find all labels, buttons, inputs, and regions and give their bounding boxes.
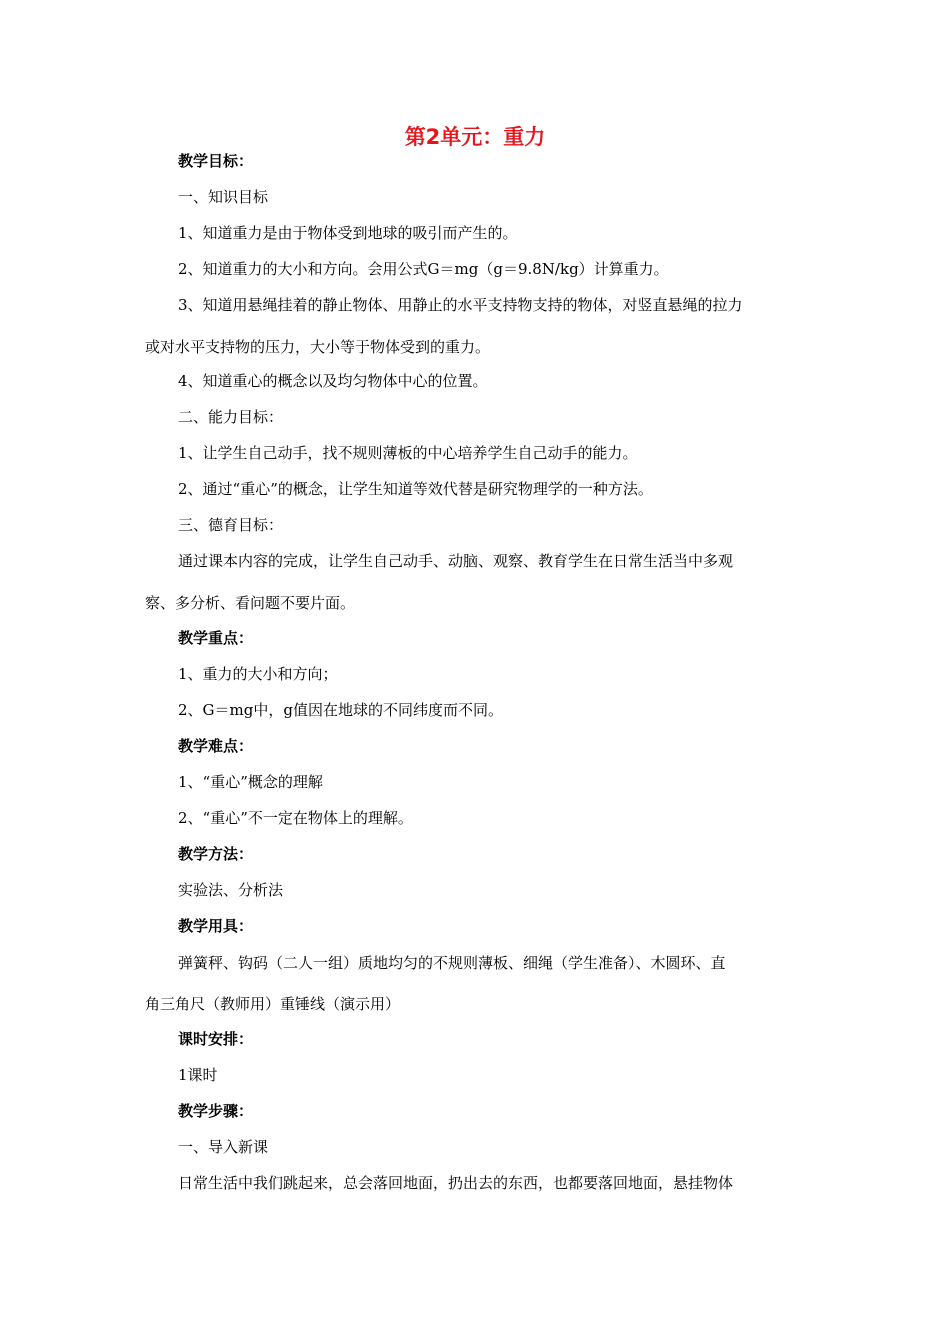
teaching-tools-text: 弹簧秤、钩码（二人一组）质地均匀的不规则薄板、细绳（学生准备）、木圆环、直	[178, 954, 726, 972]
heading-teaching-objectives: 教学目标：	[178, 152, 254, 170]
teaching-tools-text-cont: 角三角尺（教师用）重锤线（演示用）	[145, 995, 401, 1013]
knowledge-item-3: 3、知道用悬绳挂着的静止物体、用静止的水平支持物支持的物体，对竖直悬绳的拉力	[178, 296, 743, 314]
teaching-methods-text: 实验法、分析法	[178, 881, 284, 899]
difficult-point-2: 2、“重心”不一定在物体上的理解。	[178, 809, 413, 827]
moral-paragraph-cont: 察、多分析、看问题不要片面。	[145, 594, 356, 612]
heading-teaching-methods: 教学方法：	[178, 845, 254, 863]
heading-key-points: 教学重点：	[178, 629, 254, 647]
knowledge-item-1: 1、知道重力是由于物体受到地球的吸引而产生的。	[178, 224, 518, 242]
ability-item-2: 2、通过“重心”的概念，让学生知道等效代替是研究物理学的一种方法。	[178, 480, 653, 498]
knowledge-item-3-cont: 或对水平支持物的压力，大小等于物体受到的重力。	[145, 338, 491, 356]
section-moral-objectives: 三、德育目标：	[178, 516, 284, 534]
ability-item-1: 1、让学生自己动手，找不规则薄板的中心培养学生自己动手的能力。	[178, 444, 638, 462]
section-knowledge-objectives: 一、知识目标	[178, 188, 269, 206]
heading-teaching-tools: 教学用具：	[178, 917, 254, 935]
heading-teaching-steps: 教学步骤：	[178, 1102, 254, 1120]
heading-difficult-points: 教学难点：	[178, 737, 254, 755]
moral-paragraph: 通过课本内容的完成，让学生自己动手、动脑、观察、教育学生在日常生活当中多观	[178, 552, 734, 570]
schedule-text: 1课时	[178, 1066, 218, 1084]
key-point-2: 2、G＝mg中，g值因在地球的不同纬度而不同。	[178, 701, 503, 719]
knowledge-item-2: 2、知道重力的大小和方向。会用公式G＝mg（g＝9.8N/kg）计算重力。	[178, 260, 669, 278]
section-ability-objectives: 二、能力目标：	[178, 408, 284, 426]
heading-schedule: 课时安排：	[178, 1030, 254, 1048]
intro-paragraph: 日常生活中我们跳起来，总会落回地面，扔出去的东西，也都要落回地面，悬挂物体	[178, 1174, 734, 1192]
document-title: 第2单元：重力	[404, 125, 546, 149]
step-introduce-lesson: 一、导入新课	[178, 1138, 269, 1156]
knowledge-item-4: 4、知道重心的概念以及均匀物体中心的位置。	[178, 372, 488, 390]
key-point-1: 1、重力的大小和方向；	[178, 665, 338, 683]
difficult-point-1: 1、“重心”概念的理解	[178, 773, 323, 791]
